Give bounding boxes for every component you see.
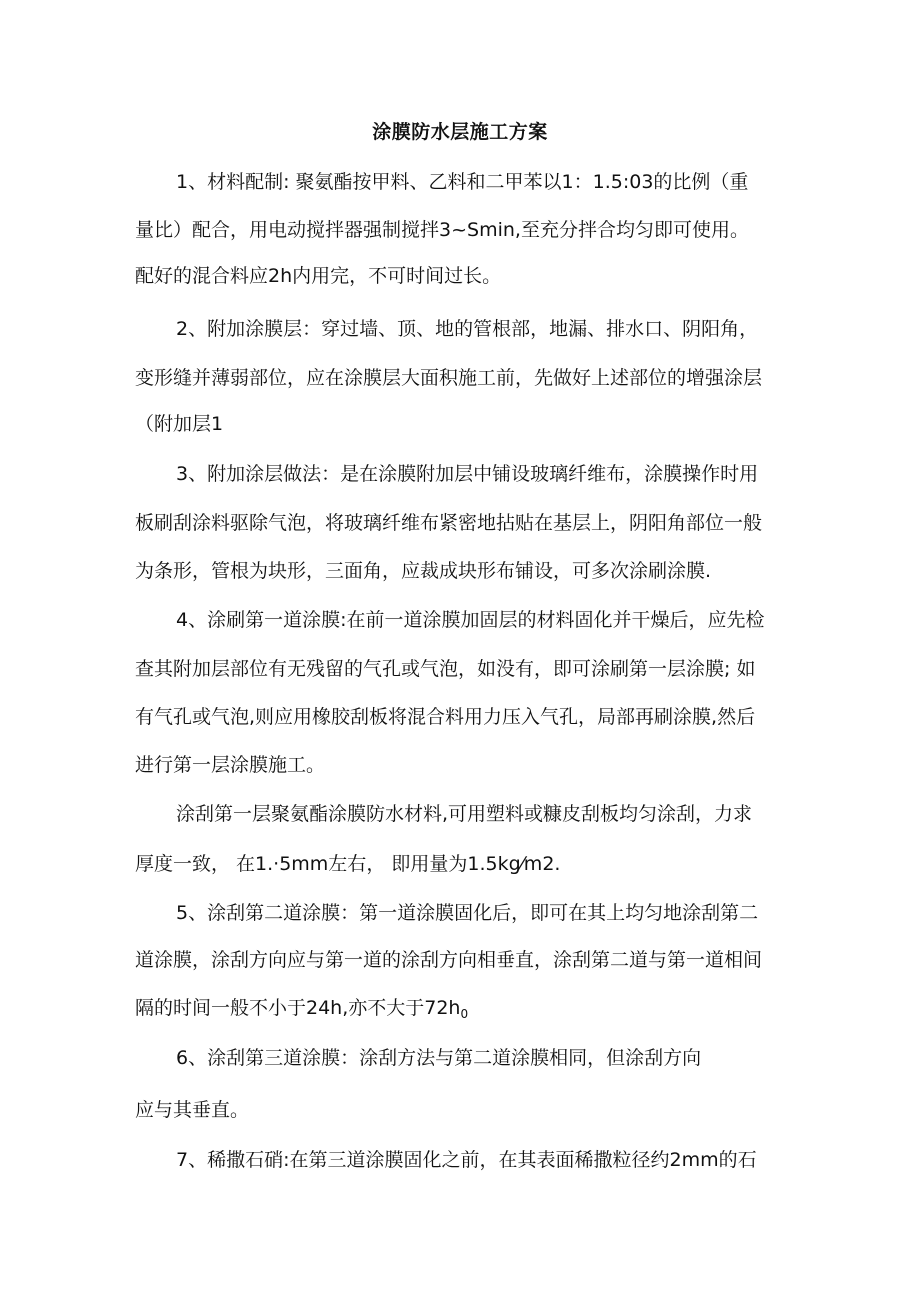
paragraph-6-line-2: 应与其垂直。: [135, 1099, 250, 1121]
paragraph-6-line-1: 6、涂刮第三道涂膜：涂刮方法与第二道涂膜相同，但涂刮方向: [176, 1047, 702, 1069]
paragraph-5-line-3-text: 隔的时间一般不小于24h,亦不大于72h: [135, 997, 461, 1019]
paragraph-5-subscript: 0: [460, 1007, 469, 1021]
paragraph-2-line-1: 2、附加涂膜层：穿过墙、顶、地的管根部，地漏、排水口、阴阳角，: [176, 318, 759, 340]
paragraph-3-line-1: 3、附加涂层做法：是在涂膜附加层中铺设玻璃纤维布，涂膜操作时用: [176, 463, 759, 485]
paragraph-7-line-1: 7、稀撒石硝:在第三道涂膜固化之前，在其表面稀撒粒径约2mm的石: [176, 1149, 757, 1171]
paragraph-5-line-2: 道涂膜，涂刮方向应与第一道的涂刮方向相垂直，涂刮第二道与第一道相间: [135, 949, 763, 971]
paragraph-2-line-2: 变形缝并薄弱部位，应在涂膜层大面积施工前，先做好上述部位的增强涂层: [135, 367, 763, 389]
paragraph-3-line-3: 为条形，管根为块形，三面角，应裁成块形布铺设，可多次涂刷涂膜.: [135, 560, 712, 582]
paragraph-4-line-3: 有气孔或气泡,则应用橡胶刮板将混合料用力压入气孔，局部再刷涂膜,然后: [135, 706, 756, 728]
paragraph-4-line-1: 4、涂刷第一道涂膜:在前一道涂膜加固层的材料固化并干燥后，应先检: [176, 609, 765, 631]
paragraph-2-line-3: （附加层1: [135, 413, 224, 435]
paragraph-4b-line-2: 厚度一致， 在1.·5mm左右， 即用量为1.5kg⁄m2.: [135, 853, 561, 875]
paragraph-4b-line-1: 涂刮第一层聚氨酯涂膜防水材料,可用塑料或糠皮刮板均匀涂刮，力求: [176, 803, 753, 825]
paragraph-4-line-2: 查其附加层部位有无残留的气孔或气泡，如没有，即可涂刷第一层涂膜; 如: [135, 658, 756, 680]
paragraph-5-line-1: 5、涂刮第二道涂膜：第一道涂膜固化后，即可在其上均匀地涂刮第二: [176, 902, 759, 924]
paragraph-1-line-1: 1、材料配制: 聚氨酯按甲料、乙料和二甲苯以1：1.5:03的比例（重: [176, 171, 749, 193]
paragraph-4-line-4: 进行第一层涂膜施工。: [135, 754, 326, 776]
paragraph-3-line-2: 板刷刮涂料驱除气泡，将玻璃纤维布紧密地拈贴在基层上，阴阳角部位一般: [135, 512, 763, 534]
paragraph-1-line-3: 配好的混合料应2h内用完，不可时间过长。: [135, 265, 502, 287]
page-title: 涂膜防水层施工方案: [372, 121, 548, 143]
paragraph-1-line-2: 量比）配合，用电动搅拌器强制搅拌3~Smin,至充分拌合均匀即可使用。: [135, 219, 749, 241]
paragraph-5-line-3: [135, 994, 815, 1028]
